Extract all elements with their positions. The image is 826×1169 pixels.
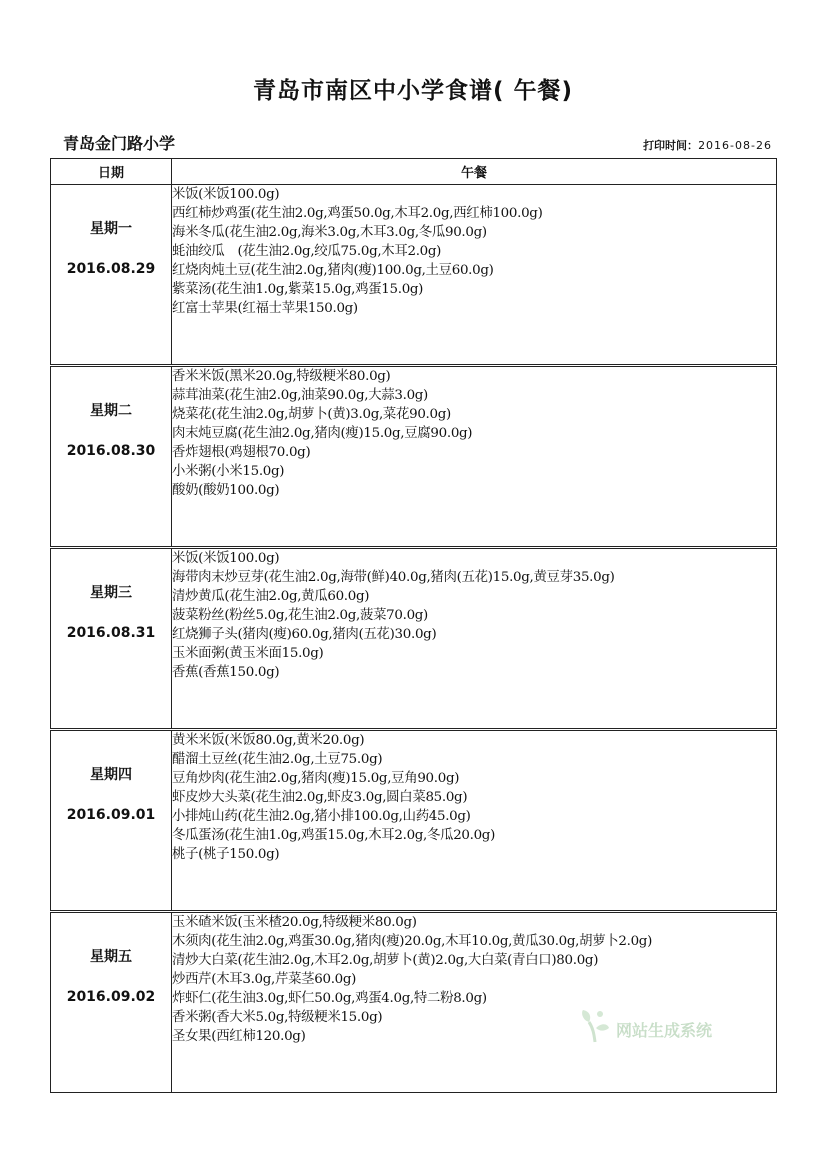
dish-item: 蒜茸油菜(花生油2.0g,油菜90.0g,大蒜3.0g)	[172, 388, 428, 403]
dish-item: 虾皮炒大头菜(花生油2.0g,虾皮3.0g,圆白菜85.0g)	[172, 790, 468, 805]
dish-item: 玉米面粥(黄玉米面15.0g)	[172, 646, 324, 661]
table-row	[51, 367, 777, 547]
dish-item: 香米粥(香大米5.0g,特级粳米15.0g)	[172, 1010, 383, 1025]
dishes-cell	[172, 731, 777, 911]
date-cell	[51, 367, 172, 547]
date-cell	[51, 731, 172, 911]
watermark	[580, 1008, 740, 1048]
weekday-label: 星期一	[90, 221, 132, 237]
dish-item: 小排炖山药(花生油2.0g,猪小排100.0g,山药45.0g)	[172, 809, 471, 824]
dish-item: 菠菜粉丝(粉丝5.0g,花生油2.0g,菠菜70.0g)	[172, 608, 428, 623]
weekday-label: 星期五	[90, 949, 132, 965]
date-label: 2016.08.29	[66, 261, 156, 277]
print-time-label: 打印时间：	[643, 139, 699, 152]
date-label: 2016.09.02	[66, 989, 156, 1005]
date-label: 2016.09.01	[66, 807, 156, 823]
dish-item: 酸奶(酸奶100.0g)	[172, 483, 280, 498]
print-time	[643, 137, 772, 153]
dish-item: 玉米碴米饭(玉米楂20.0g,特级粳米80.0g)	[172, 915, 417, 930]
dish-item: 清炒黄瓜(花生油2.0g,黄瓜60.0g)	[172, 589, 370, 604]
dish-item: 香炸翅根(鸡翅根70.0g)	[172, 445, 311, 460]
print-time-value: 2016-08-26	[698, 139, 772, 152]
header-date: 日期	[51, 159, 172, 185]
dish-item: 圣女果(西红柿120.0g)	[172, 1029, 306, 1044]
dish-item: 西红柿炒鸡蛋(花生油2.0g,鸡蛋50.0g,木耳2.0g,西红柿100.0g)	[172, 206, 543, 221]
weekday-label: 星期四	[90, 767, 132, 783]
table-row	[51, 549, 777, 729]
dish-item: 海米冬瓜(花生油2.0g,海米3.0g,木耳3.0g,冬瓜90.0g)	[172, 225, 487, 240]
date-label: 2016.08.31	[66, 625, 156, 641]
dish-item: 红烧肉炖土豆(花生油2.0g,猪肉(瘦)100.0g,土豆60.0g)	[172, 263, 494, 278]
dish-item: 海带肉末炒豆芽(花生油2.0g,海带(鲜)40.0g,猪肉(五花)15.0g,黄豆芽35.0g)	[172, 570, 615, 585]
table-row	[51, 913, 777, 1093]
menu-table	[50, 158, 777, 1093]
dish-item: 清炒大白菜(花生油2.0g,木耳2.0g,胡萝卜(黄)2.0g,大白菜(青白口)80.0g)	[172, 953, 599, 968]
dish-item: 桃子(桃子150.0g)	[172, 847, 280, 862]
table-row	[51, 185, 777, 365]
dish-item: 烧菜花(花生油2.0g,胡萝卜(黄)3.0g,菜花90.0g)	[172, 407, 451, 422]
dish-item: 香米米饭(黑米20.0g,特级粳米80.0g)	[172, 369, 391, 384]
weekday-label: 星期三	[90, 585, 132, 601]
dish-item: 红烧狮子头(猪肉(瘦)60.0g,猪肉(五花)30.0g)	[172, 627, 437, 642]
dish-item: 炸虾仁(花生油3.0g,虾仁50.0g,鸡蛋4.0g,特二粉8.0g)	[172, 991, 487, 1006]
dishes-cell	[172, 185, 777, 365]
date-label: 2016.08.30	[66, 443, 156, 459]
dishes-cell	[172, 549, 777, 729]
dish-item: 香蕉(香蕉150.0g)	[172, 665, 280, 680]
page-title: 青岛市南区中小学食谱( 午餐)	[252, 78, 574, 104]
dish-item: 米饭(米饭100.0g)	[172, 187, 280, 202]
dish-item: 紫菜汤(花生油1.0g,紫菜15.0g,鸡蛋15.0g)	[172, 282, 424, 297]
dish-item: 木须肉(花生油2.0g,鸡蛋30.0g,猪肉(瘦)20.0g,木耳10.0g,黄瓜30.0g,胡萝卜2.0g)	[172, 934, 652, 949]
menu-body	[51, 185, 777, 1093]
dishes-cell	[172, 367, 777, 547]
date-cell	[51, 185, 172, 365]
dish-item: 红富士苹果(红福士苹果150.0g)	[172, 301, 358, 316]
dish-item: 米饭(米饭100.0g)	[172, 551, 280, 566]
header-meal: 午餐	[172, 159, 777, 185]
dish-item: 黄米米饭(米饭80.0g,黄米20.0g)	[172, 733, 365, 748]
table-row	[51, 731, 777, 911]
watermark-text: 网站生成系统	[616, 1021, 713, 1040]
dish-item: 醋溜土豆丝(花生油2.0g,土豆75.0g)	[172, 752, 383, 767]
dish-item: 炒西芹(木耳3.0g,芹菜茎60.0g)	[172, 972, 357, 987]
table-header-row	[51, 159, 777, 185]
date-cell	[51, 913, 172, 1093]
sprout-logo-icon	[580, 1008, 610, 1044]
date-cell	[51, 549, 172, 729]
dish-item: 蚝油绞瓜 (花生油2.0g,绞瓜75.0g,木耳2.0g)	[172, 244, 442, 259]
dishes-cell	[172, 913, 777, 1093]
weekday-label: 星期二	[90, 403, 132, 419]
dish-item: 冬瓜蛋汤(花生油1.0g,鸡蛋15.0g,木耳2.0g,冬瓜20.0g)	[172, 828, 496, 843]
school-name: 青岛金门路小学	[63, 134, 176, 153]
dish-item: 豆角炒肉(花生油2.0g,猪肉(瘦)15.0g,豆角90.0g)	[172, 771, 460, 786]
dish-item: 肉末炖豆腐(花生油2.0g,猪肉(瘦)15.0g,豆腐90.0g)	[172, 426, 473, 441]
dish-item: 小米粥(小米15.0g)	[172, 464, 285, 479]
